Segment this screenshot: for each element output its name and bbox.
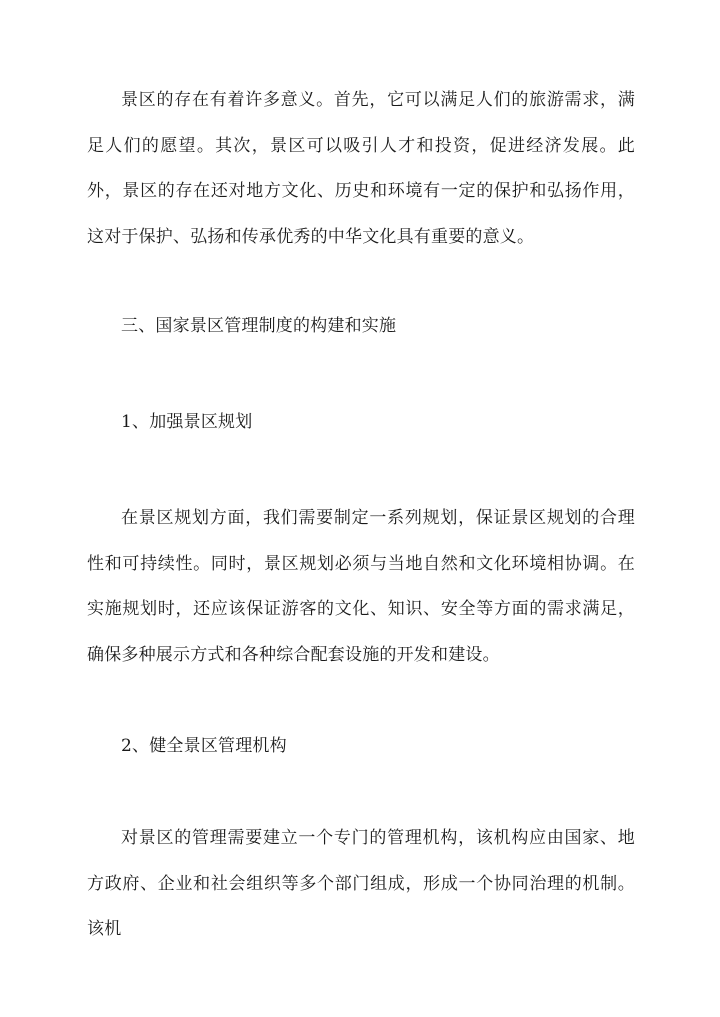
subsection-heading-1: 1、加强景区规划: [121, 412, 253, 432]
paragraph-management-body: 对景区的管理需要建立一个专门的管理机构，该机构应由国家、地方政府、企业和社会组织等多个部门组成，形成一个协同治理的机制。该机: [87, 828, 635, 939]
paragraph-significance-of-scenic-areas: 景区的存在有着许多意义。首先，它可以满足人们的旅游需求，满足人们的愿望。其次，景区可以吸引人才和投资，促进经济发展。此外，景区的存在还对地方文化、历史和环境有一定的保护和弘扬作用，这对于保护、弘扬和传承优秀的中华文化具有重要的意义。: [87, 90, 635, 247]
section-heading-3: 三、国家景区管理制度的构建和实施: [121, 316, 397, 336]
subsection-heading-2: 2、健全景区管理机构: [121, 736, 287, 756]
paragraph-scenic-planning: 在景区规划方面，我们需要制定一系列规划，保证景区规划的合理性和可持续性。同时，景区规划必须与当地自然和文化环境相协调。在实施规划时，还应该保证游客的文化、知识、安全等方面的需求满足，确保多种展示方式和各种综合配套设施的开发和建设。: [87, 508, 635, 665]
